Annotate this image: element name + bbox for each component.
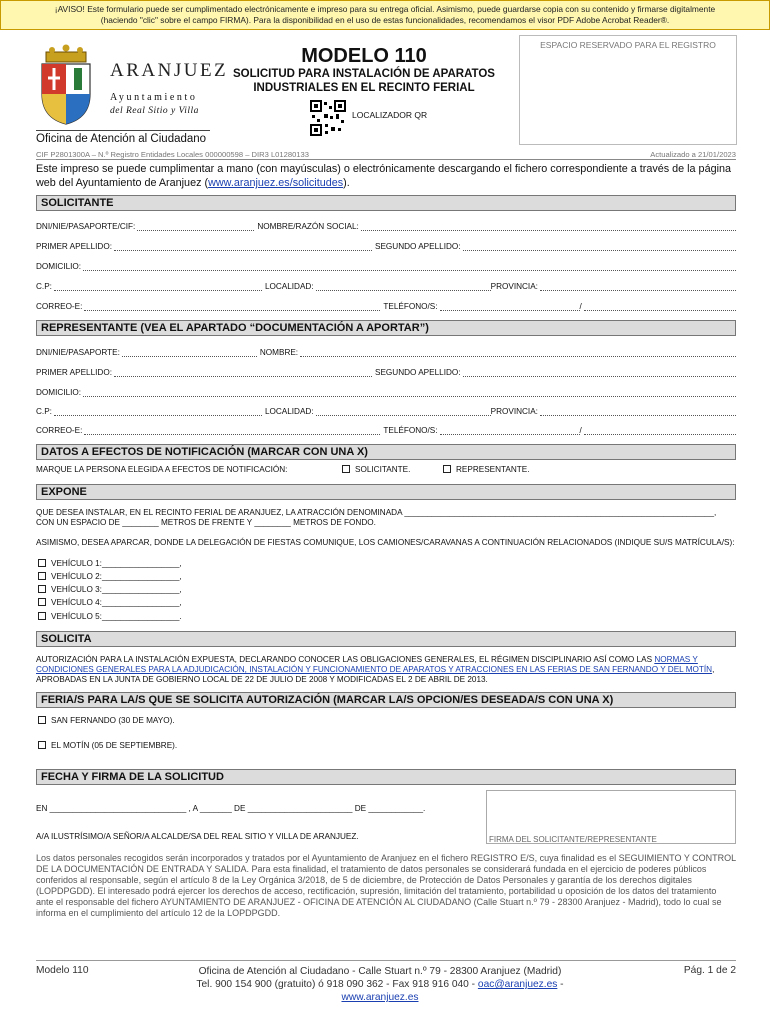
intro-body: Este impreso se puede cumplimentar a mano (con mayúsculas) o electrónicamente descargando el fichero correspondiente a través de la página web del Ayuntamiento de Aranjuez ( (36, 163, 731, 189)
vehiculo-label: VEHÍCULO 5:_________________. (51, 612, 182, 621)
registry-box: ESPACIO RESERVADO PARA EL REGISTRO (519, 35, 737, 145)
vehiculo-item[interactable] (38, 598, 182, 608)
option-label: EL MOTÍN (05 DE SEPTIEMBRE). (51, 741, 178, 750)
ayuntamiento-label: Ayuntamiento (110, 92, 198, 103)
real-sitio-label: del Real Sitio y Villa (110, 106, 199, 116)
brand-name: ARANJUEZ (110, 60, 229, 81)
qr-label: LOCALIZADOR QR (352, 110, 428, 120)
option-label: REPRESENTANTE. (456, 465, 530, 474)
solicitante-nombre-field[interactable] (361, 222, 736, 231)
telefono-label: TELÉFONO/S: (383, 302, 438, 311)
representante-row-5 (36, 424, 736, 435)
vehiculo-label: VEHÍCULO 1:_________________, (51, 559, 182, 568)
signature-label: FIRMA DEL SOLICITANTE/REPRESENTANTE (489, 835, 657, 844)
solicitante-row-4 (36, 280, 736, 291)
feria-san-fernando[interactable] (38, 716, 175, 726)
solicitante-row-3 (36, 260, 736, 271)
destinatario: A/A ILUSTRÍSIMO/A SEÑOR/A ALCALDE/SA DEL REAL SITIO Y VILLA DE ARANJUEZ. (36, 832, 359, 841)
solicitante-provincia-field[interactable] (540, 282, 736, 291)
cp-label: C.P: (36, 407, 52, 416)
website-link[interactable]: www.aranjuez.es (341, 992, 419, 1003)
vehiculo-label: VEHÍCULO 3:_________________, (51, 585, 182, 594)
section-solicitante: SOLICITANTE (36, 195, 736, 211)
intro-text (36, 162, 736, 190)
expone-line-1: QUE DESEA INSTALAR, EN EL RECINTO FERIAL DE ARANJUEZ, LA ATRACCIÓN DENOMINADA ____________________________________________________________________, (36, 508, 717, 517)
dni-label: DNI/NIE/PASAPORTE: (36, 348, 120, 357)
footer-contact (160, 965, 600, 1004)
checkbox[interactable] (38, 572, 46, 580)
section-solicita: SOLICITA (36, 631, 736, 647)
office-name: Oficina de Atención al Ciudadano (36, 133, 207, 145)
solicitante-telefono2-field[interactable] (584, 302, 736, 311)
warning-line-1: ¡AVISO! Este formulario puede ser cumplimentado electrónicamente e impreso para su entrega oficial. Asimismo, puede guardarse copia con su contenido y firmarse digitalmente (54, 4, 716, 14)
coat-of-arms-icon (36, 44, 96, 126)
notificacion-representante[interactable] (443, 465, 530, 475)
solicitante-row-5 (36, 300, 736, 311)
qr-code-icon[interactable] (310, 100, 346, 136)
solicitante-row-1 (36, 220, 736, 231)
expone-line-2: CON UN ESPACIO DE ________ METROS DE FRENTE Y ________ METROS DE FONDO. (36, 518, 376, 527)
warning-line-2: (haciendo "clic" sobre el campo FIRMA). Para la disponibilidad en el uso de estas funcionalidades, recomendamos el visor PDF Adobe Acrobat Reader®. (100, 15, 670, 25)
cif-text: CIF P2801300A – N.º Registro Entidades Locales 000000598 – DIR3 L01280133 (36, 150, 309, 159)
solicitante-row-2 (36, 240, 736, 251)
checkbox[interactable] (38, 741, 46, 749)
page-title: MODELO 110 (301, 45, 427, 67)
footer-separator: - (557, 979, 564, 990)
solicitante-domicilio-field[interactable] (83, 262, 736, 271)
representante-apellido2-field[interactable] (463, 368, 736, 377)
solicita-end: , APROBADAS EN LA JUNTA DE GOBIERNO LOCAL DE 22 DE JULIO DE 2008 Y MODIFICADAS EL 2 DE ABRIL DE 2013. (36, 665, 715, 684)
vehiculo-item[interactable] (38, 612, 182, 622)
divider (36, 960, 736, 961)
solicitante-localidad-field[interactable] (316, 282, 491, 291)
checkbox[interactable] (38, 612, 46, 620)
footer-phone-text: Tel. 900 154 900 (gratuito) ó 918 090 362 - Fax 918 916 040 - (196, 979, 478, 990)
nombre-label: NOMBRE: (259, 348, 299, 357)
footer-address: Oficina de Atención al Ciudadano - Calle Stuart n.º 79 - 28300 Aranjuez (Madrid) (198, 966, 562, 977)
solicitudes-link[interactable]: www.aranjuez.es/solicitudes (208, 177, 344, 189)
representante-row-4 (36, 405, 736, 416)
subtitle-line-1: SOLICITUD PARA INSTALACIÓN DE APARATOS (233, 68, 495, 80)
localidad-label: LOCALIDAD: (264, 407, 314, 416)
apellido1-label: PRIMER APELLIDO: (36, 242, 112, 251)
vehiculo-label: VEHÍCULO 2:_________________, (51, 572, 182, 581)
checkbox[interactable] (38, 585, 46, 593)
solicitante-apellido1-field[interactable] (114, 242, 372, 251)
section-ferias: FERIA/S PARA LA/S QUE SE SOLICITA AUTORIZACIÓN (MARCAR LA/S OPCION/ES DESEADA/S CON UNA X) (36, 692, 736, 708)
representante-provincia-field[interactable] (540, 407, 736, 416)
nombre-label: NOMBRE/RAZÓN SOCIAL: (257, 222, 359, 231)
solicitante-dni-field[interactable] (137, 222, 254, 231)
checkbox[interactable] (38, 716, 46, 724)
representante-dni-field[interactable] (122, 348, 257, 357)
expone-line-3: ASIMISMO, DESEA APARCAR, DONDE LA DELEGACIÓN DE FIESTAS COMUNIQUE, LOS CAMIONES/CARAVANAS A CONTINUACIÓN RELACIONADOS (INDIQUE SU/S MATRÍCULA/S): (36, 538, 735, 547)
representante-nombre-field[interactable] (300, 348, 736, 357)
divider (36, 130, 210, 131)
fecha-line[interactable]: EN ______________________________ , A _______ DE _______________________ DE ____________. (36, 804, 426, 813)
solicitante-cp-field[interactable] (54, 282, 262, 291)
correo-label: CORREO-E: (36, 302, 83, 311)
representante-localidad-field[interactable] (316, 407, 491, 416)
representante-row-3 (36, 386, 736, 397)
checkbox[interactable] (443, 465, 451, 473)
domicilio-label: DOMICILIO: (36, 262, 82, 271)
vehiculo-item[interactable] (38, 585, 182, 595)
solicita-text (36, 655, 736, 685)
representante-telefono2-field[interactable] (584, 426, 736, 435)
slash: / (579, 302, 582, 311)
representante-row-1 (36, 346, 736, 357)
representante-telefono1-field[interactable] (440, 426, 580, 435)
representante-domicilio-field[interactable] (83, 388, 736, 397)
vehiculo-item[interactable] (38, 559, 182, 569)
warning-banner (0, 0, 770, 30)
section-fecha: FECHA Y FIRMA DE LA SOLICITUD (36, 769, 736, 785)
provincia-label: PROVINCIA: (490, 407, 538, 416)
localidad-label: LOCALIDAD: (264, 282, 314, 291)
section-notificacion: DATOS A EFECTOS DE NOTIFICACIÓN (MARCAR CON UNA X) (36, 444, 736, 460)
section-representante: REPRESENTANTE (VEA EL APARTADO “DOCUMENTACIÓN A APORTAR”) (36, 320, 736, 336)
subtitle-line-2: INDUSTRIALES EN EL RECINTO FERIAL (253, 82, 475, 94)
data-protection-text: Los datos personales recogidos serán incorporados y tratados por el Ayuntamiento de Aranjuez en el fichero REGISTRO E/S, cuya finalidad es el SEGUIMIENTO Y CONTROL DE LA DOCUMENTACIÓN DE ENTRADA Y SALIDA. Para esta finalidad, el tratamiento de datos personales se considerará fundada en el ejercicio de poderes públicos conferidos al responsable, según el artículo 8 de la Ley Orgánica 3/2018, de 5 de diciembre, de Protección de Datos Personales y garantía de los derechos digitales (LOPDPGDD). El interesado podrá ejercer los derechos de acceso, rectificación, supresión, limitación del tratamiento, portabilidad u oposición de los datos del tratamiento ante el responsable del fichero AYUNTAMIENTO DE ARANJUEZ - OFICINA DE ATENCIÓN AL CIUDADANO (Calle Stuart n.º 79 - 28300 Aranjuez - Madrid), todo lo cual se informa en el cumplimiento del artículo 12 de la LOPDPGDD. (36, 853, 736, 918)
footer-phones (160, 978, 600, 1004)
representante-row-2 (36, 366, 736, 377)
vehiculo-item[interactable] (38, 572, 182, 582)
solicitante-telefono1-field[interactable] (440, 302, 580, 311)
solicitante-apellido2-field[interactable] (463, 242, 736, 251)
option-label: SAN FERNANDO (30 DE MAYO). (51, 716, 175, 725)
checkbox[interactable] (342, 465, 350, 473)
page-subtitle (214, 67, 514, 95)
solicitante-correo-field[interactable] (84, 302, 380, 311)
telefono-label: TELÉFONO/S: (383, 426, 438, 435)
notificacion-label: MARQUE LA PERSONA ELEGIDA A EFECTOS DE NOTIFICACIÓN: (36, 465, 288, 474)
email-link[interactable]: oac@aranjuez.es (477, 979, 558, 990)
updated-date: Actualizado a 21/01/2023 (650, 150, 736, 159)
domicilio-label: DOMICILIO: (36, 388, 82, 397)
checkbox[interactable] (38, 559, 46, 567)
checkbox[interactable] (38, 598, 46, 606)
representante-apellido1-field[interactable] (114, 368, 372, 377)
dni-label: DNI/NIE/PASAPORTE/CIF: (36, 222, 136, 231)
notificacion-row (36, 465, 736, 475)
notificacion-solicitante[interactable] (342, 465, 410, 475)
divider (36, 159, 736, 160)
option-label: SOLICITANTE. (355, 465, 411, 474)
feria-motin[interactable] (38, 741, 177, 751)
provincia-label: PROVINCIA: (490, 282, 538, 291)
solicita-body: AUTORIZACIÓN PARA LA INSTALACIÓN EXPUESTA, DECLARANDO CONOCER LAS OBLIGACIONES GENERALES, EL RÉGIMEN DISCIPLINARIO ASÍ COMO LAS (36, 655, 655, 664)
correo-label: CORREO-E: (36, 426, 83, 435)
representante-correo-field[interactable] (84, 426, 380, 435)
page-number: Pág. 1 de 2 (683, 965, 736, 976)
representante-cp-field[interactable] (54, 407, 262, 416)
apellido2-label: SEGUNDO APELLIDO: (375, 368, 461, 377)
footer-model: Modelo 110 (36, 965, 89, 976)
cp-label: C.P: (36, 282, 52, 291)
vehiculo-label: VEHÍCULO 4:_________________, (51, 598, 182, 607)
slash: / (579, 426, 582, 435)
section-expone: EXPONE (36, 484, 736, 500)
normas-link[interactable]: NORMAS Y CONDICIONES GENERALES PARA LA ADJUDICACIÓN, INSTALACIÓN Y FUNCIONAMIENTO DE APARATOS Y ATRACCIONES EN LAS FERIAS DE SAN FERNANDO Y DEL MOTÍN (36, 655, 713, 674)
intro-end: ). (343, 177, 350, 189)
apellido2-label: SEGUNDO APELLIDO: (375, 242, 461, 251)
apellido1-label: PRIMER APELLIDO: (36, 368, 112, 377)
